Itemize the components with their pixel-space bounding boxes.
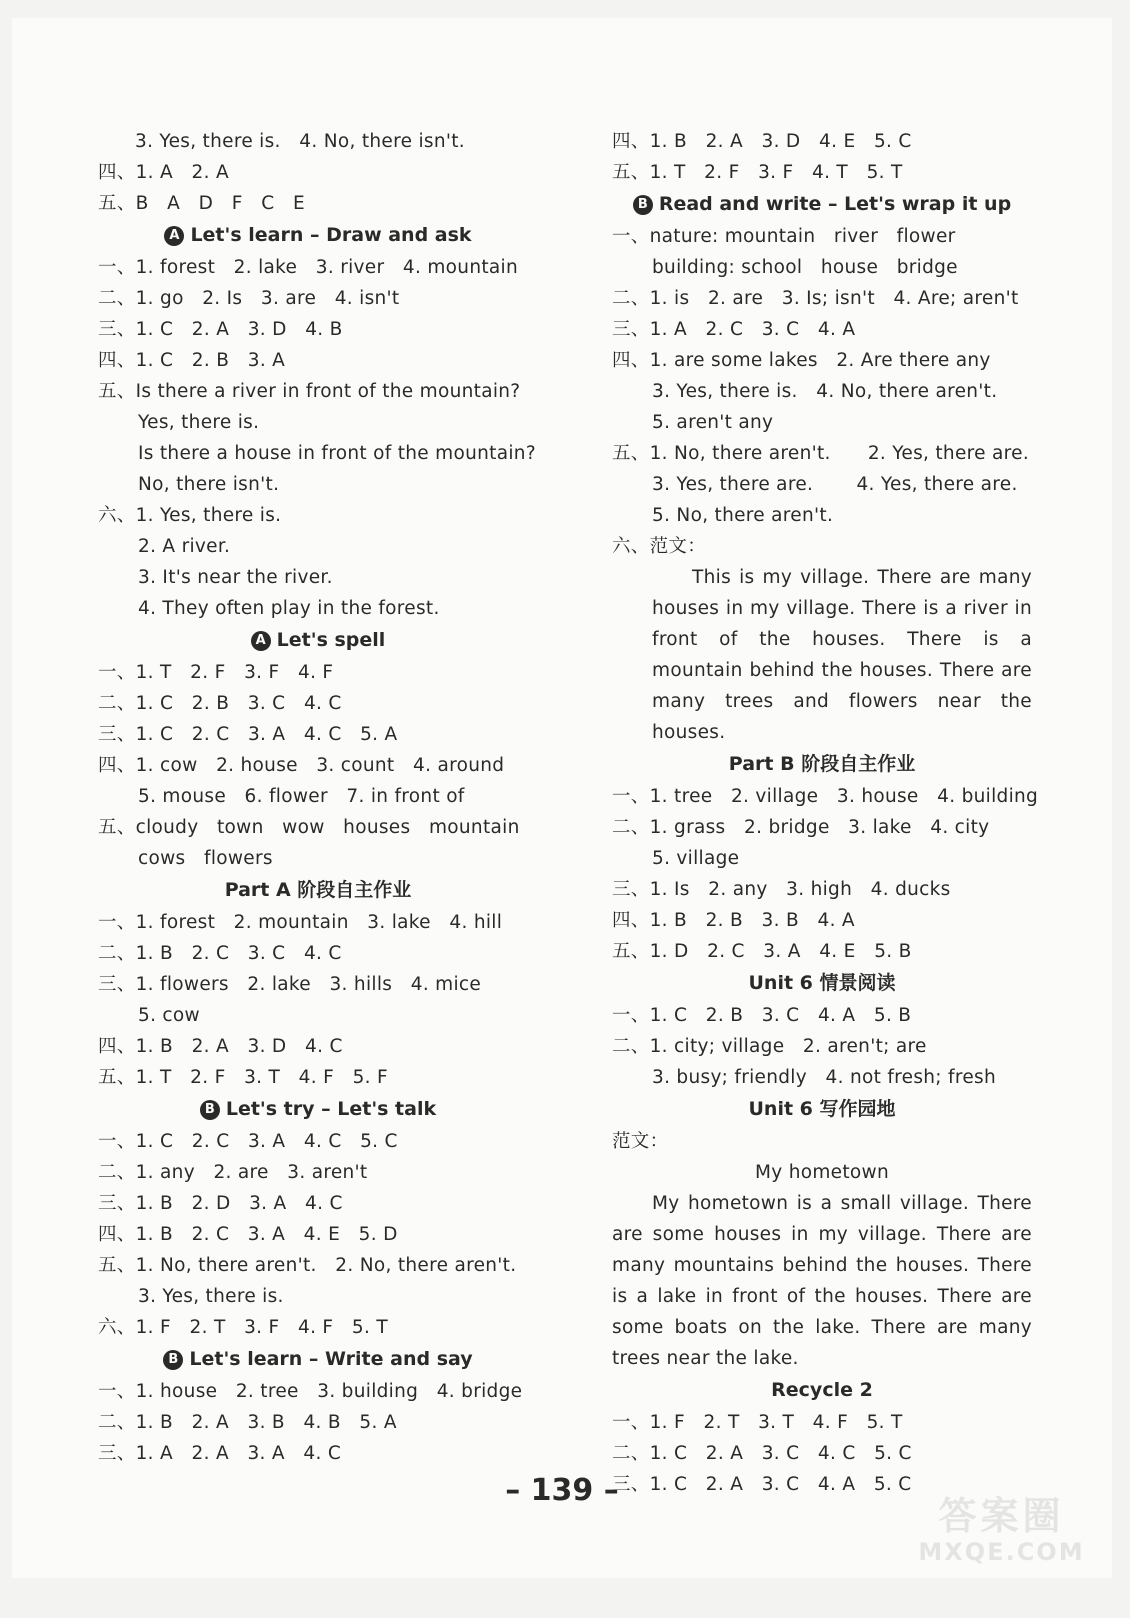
answer-line: 二、1. B 2. A 3. B 4. B 5. A [98,1412,397,1433]
answer-line: 2. A river. [138,536,231,557]
answer-line: No, there isn't. [138,474,280,495]
part-badge-icon: A [251,631,271,651]
answer-line: 一、1. T 2. F 3. F 4. F [98,662,334,683]
answer-line: 5. No, there aren't. [652,505,834,526]
answer-line: 范文： [612,1131,669,1152]
answer-line: 三、1. A 2. C 3. C 4. A [612,319,856,340]
section-heading-text: Let's learn – Draw and ask [190,224,472,246]
answer-line: 三、1. B 2. D 3. A 4. C [98,1193,343,1214]
answer-line: 四、1. B 2. A 3. D 4. E 5. C [612,131,912,152]
answer-line: 二、1. city; village 2. aren't; are [612,1036,927,1057]
section-heading [98,219,538,252]
answer-line: 5. aren't any [652,412,774,433]
answer-line: 一、1. C 2. C 3. A 4. C 5. C [98,1131,398,1152]
section-heading-text: Recycle 2 [771,1379,873,1401]
part-badge-icon: A [164,226,184,246]
answer-line: 四、1. C 2. B 3. A [98,350,286,371]
answer-line: 一、1. forest 2. lake 3. river 4. mountain [98,257,518,278]
section-heading-text: Unit 6 情景阅读 [748,972,896,994]
answer-line: 一、nature: mountain river flower [612,226,956,247]
answer-line: 3. Yes, there is. 4. No, there isn't. [135,131,465,152]
answer-line: 二、1. any 2. are 3. aren't [98,1162,368,1183]
answer-line: 四、1. A 2. A [98,162,229,183]
answer-line: 二、1. C 2. A 3. C 4. C 5. C [612,1443,912,1464]
answer-line: 3. Yes, there are. 4. Yes, there are. [652,474,1018,495]
answer-line: 5. cow [138,1005,200,1026]
answer-line: 四、1. are some lakes 2. Are there any [612,350,991,371]
part-badge-icon: B [200,1100,220,1120]
answer-line: 3. busy; friendly 4. not fresh; fresh [652,1067,996,1088]
section-heading [98,874,538,907]
answer-line: 3. Yes, there is. [138,1286,284,1307]
section-heading-text: Let's learn – Write and say [189,1348,473,1370]
answer-line: 四、1. B 2. B 3. B 4. A [612,910,855,931]
answer-line: 五、Is there a river in front of the mountain? [98,381,521,402]
section-heading [98,624,538,657]
section-heading-text: Let's spell [276,629,386,651]
section-heading [98,1343,538,1376]
answer-line: 三、1. Is 2. any 3. high 4. ducks [612,879,951,900]
section-heading [612,1374,1032,1407]
answer-line: 三、1. C 2. C 3. A 4. C 5. A [98,724,398,745]
answer-line: 五、1. T 2. F 3. F 4. T 5. T [612,162,903,183]
watermark-title: 答案圈 [938,1494,1065,1538]
answer-line: 五、1. No, there aren't. 2. Yes, there are. [612,443,1029,464]
answer-line: 五、1. No, there aren't. 2. No, there aren't. [98,1255,517,1276]
answer-line: 5. mouse 6. flower 7. in front of [138,786,465,807]
section-heading-text: Let's try – Let's talk [225,1098,437,1120]
section-heading-text: Part B 阶段自主作业 [728,753,916,775]
part-badge-icon: B [163,1350,183,1370]
answer-line: 一、1. house 2. tree 3. building 4. bridge [98,1381,523,1402]
section-heading [98,1093,538,1126]
answer-line: 五、1. D 2. C 3. A 4. E 5. B [612,941,912,962]
answer-line: 四、1. B 2. A 3. D 4. C [98,1036,343,1057]
answer-line: 一、1. forest 2. mountain 3. lake 4. hill [98,912,503,933]
answer-line: 六、1. Yes, there is. [98,505,282,526]
answer-line: 一、1. C 2. B 3. C 4. A 5. B [612,1005,912,1026]
answer-line: 二、1. C 2. B 3. C 4. C [98,693,342,714]
sample-essay-paragraph: This is my village. There are many houses in my village. There is a river in front of the houses. There is a mountain behind the houses. There are many trees and flowers near the houses. [652,567,1032,743]
answer-line: 一、1. tree 2. village 3. house 4. building [612,786,1039,807]
answer-line: 三、1. C 2. A 3. C 4. A 5. C [612,1474,912,1495]
answer-line: 四、1. cow 2. house 3. count 4. around [98,755,505,776]
section-heading [612,1093,1032,1126]
answer-line: 3. It's near the river. [138,567,333,588]
watermark-url: MXQE.COM [918,1538,1085,1566]
section-heading-text: Part A 阶段自主作业 [224,879,412,901]
section-heading-text: Read and write – Let's wrap it up [658,193,1012,215]
right-column [612,126,1039,1500]
section-heading-text: Unit 6 写作园地 [748,1098,896,1120]
answer-line: 二、1. grass 2. bridge 3. lake 4. city [612,817,990,838]
answer-line: 六、1. F 2. T 3. F 4. F 5. T [98,1317,388,1338]
answer-line: 二、1. go 2. Is 3. are 4. isn't [98,288,400,309]
answer-line: 六、范文： [612,536,707,557]
part-badge-icon: B [633,195,653,215]
section-heading [612,188,1032,221]
answer-line: Is there a house in front of the mountain? [138,443,536,464]
answer-line: cows flowers [138,848,273,869]
answer-line: 四、1. B 2. C 3. A 4. E 5. D [98,1224,398,1245]
answer-line: 二、1. is 2. are 3. Is; isn't 4. Are; aren't [612,288,1019,309]
page-number: – 139 – [505,1473,619,1508]
answer-line: 五、cloudy town wow houses mountain [98,817,520,838]
answer-line: 5. village [652,848,740,869]
answer-line: 三、1. A 2. A 3. A 4. C [98,1443,342,1464]
answer-line: 五、B A D F C E [98,193,305,214]
answer-line: Yes, there is. [138,412,260,433]
answer-line: 三、1. flowers 2. lake 3. hills 4. mice [98,974,482,995]
sample-essay-paragraph: My hometown is a small village. There are some houses in my village. There are many mountains behind the houses. There is a lake in front of the houses. There are some boats on the lake. There are many trees near the lake. [612,1193,1032,1369]
answer-page [12,18,1112,1578]
answer-line: 一、1. F 2. T 3. T 4. F 5. T [612,1412,903,1433]
answer-line: My hometown [755,1162,889,1183]
section-heading [612,967,1032,1000]
answer-line: 二、1. B 2. C 3. C 4. C [98,943,342,964]
answer-line: building: school house bridge [652,257,958,278]
answer-line: 五、1. T 2. F 3. T 4. F 5. F [98,1067,388,1088]
left-column [98,126,538,1469]
answer-line: 3. Yes, there is. 4. No, there aren't. [652,381,998,402]
answer-line: 4. They often play in the forest. [138,598,440,619]
answer-line: 三、1. C 2. A 3. D 4. B [98,319,343,340]
section-heading [612,748,1032,781]
watermark-logo [909,1494,1094,1572]
